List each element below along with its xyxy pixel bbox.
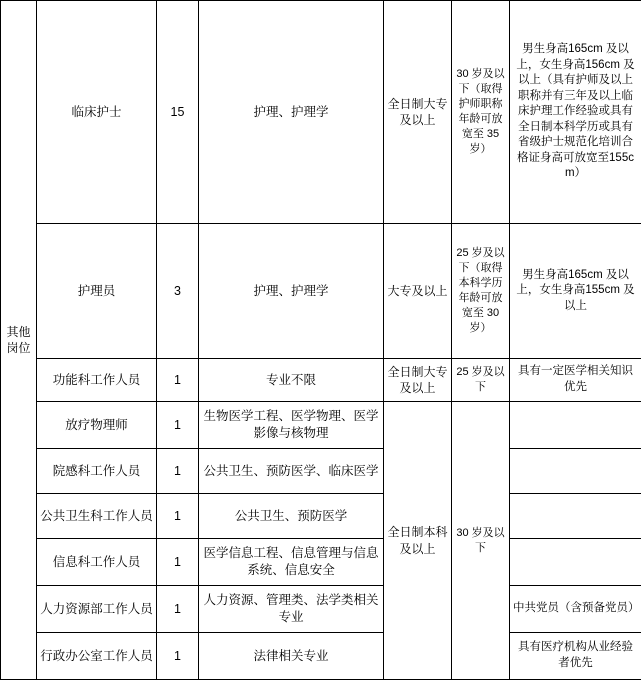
post-major-cell: 生物医学工程、医学物理、医学影像与核物理 [199, 402, 384, 449]
post-education-cell: 全日制本科及以上 [384, 402, 452, 680]
table-row [1, 402, 641, 449]
post-other-cell [510, 539, 641, 586]
post-name-cell: 护理员 [37, 224, 157, 359]
table-row [1, 1, 641, 224]
post-age-cell: 30 岁及以下（取得护师职称年龄可放宽至 35 岁） [452, 1, 510, 224]
post-age-cell: 25 岁及以下 [452, 359, 510, 402]
post-name-cell: 功能科工作人员 [37, 359, 157, 402]
group-label-text: 其他岗位 [4, 324, 33, 356]
post-other-cell: 具有医疗机构从业经验者优先 [510, 633, 641, 680]
post-major-cell: 护理、护理学 [199, 224, 384, 359]
post-count-cell: 3 [157, 224, 199, 359]
post-age-cell: 30 岁及以下 [452, 402, 510, 680]
group-label-cell [1, 1, 37, 680]
post-other-cell: 具有一定医学相关知识优先 [510, 359, 641, 402]
post-age-cell: 25 岁及以下（取得本科学历年龄可放宽至 30 岁） [452, 224, 510, 359]
post-education-cell: 全日制大专及以上 [384, 1, 452, 224]
post-count-cell: 1 [157, 359, 199, 402]
post-name-cell: 人力资源部工作人员 [37, 586, 157, 633]
table-row [1, 224, 641, 359]
post-major-cell: 人力资源、管理类、法学类相关专业 [199, 586, 384, 633]
table-row [1, 586, 641, 633]
post-name-cell: 放疗物理师 [37, 402, 157, 449]
post-other-cell [510, 494, 641, 539]
post-major-cell: 公共卫生、预防医学、临床医学 [199, 449, 384, 494]
post-other-cell [510, 449, 641, 494]
post-education-cell: 大专及以上 [384, 224, 452, 359]
table-row [1, 539, 641, 586]
post-major-cell: 公共卫生、预防医学 [199, 494, 384, 539]
table-row [1, 633, 641, 680]
post-count-cell: 1 [157, 539, 199, 586]
post-count-cell: 1 [157, 449, 199, 494]
post-other-cell: 男生身高165cm 及以上，女生身高156cm 及以上（具有护师及以上职称并有三年及以上临床护理工作经验或具有全日制本科学历或具有省级护士规范化培训合格证身高可放宽至155cm） [510, 1, 641, 224]
post-major-cell: 医学信息工程、信息管理与信息系统、信息安全 [199, 539, 384, 586]
table-row [1, 494, 641, 539]
table-row [1, 359, 641, 402]
post-major-cell: 护理、护理学 [199, 1, 384, 224]
post-count-cell: 1 [157, 402, 199, 449]
post-name-cell: 公共卫生科工作人员 [37, 494, 157, 539]
post-major-cell: 专业不限 [199, 359, 384, 402]
table-row [1, 449, 641, 494]
post-count-cell: 1 [157, 586, 199, 633]
post-count-cell: 1 [157, 494, 199, 539]
post-count-cell: 1 [157, 633, 199, 680]
post-education-cell: 全日制大专及以上 [384, 359, 452, 402]
post-major-cell: 法律相关专业 [199, 633, 384, 680]
post-name-cell: 临床护士 [37, 1, 157, 224]
post-name-cell: 信息科工作人员 [37, 539, 157, 586]
post-other-cell: 中共党员（含预备党员） [510, 586, 641, 633]
post-name-cell: 院感科工作人员 [37, 449, 157, 494]
post-other-cell [510, 402, 641, 449]
post-name-cell: 行政办公室工作人员 [37, 633, 157, 680]
post-other-cell: 男生身高165cm 及以上，女生身高155cm 及以上 [510, 224, 641, 359]
post-count-cell: 15 [157, 1, 199, 224]
